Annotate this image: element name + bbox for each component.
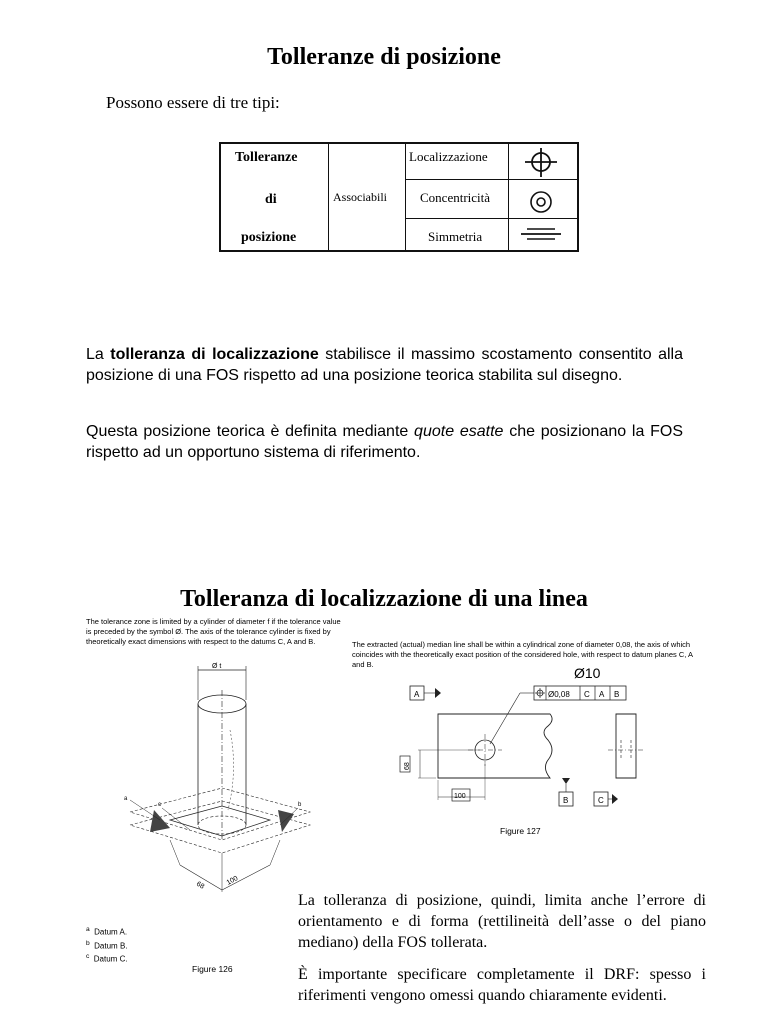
para2-italic: quote esatte — [414, 423, 504, 440]
bottom-paragraph-1: La tolleranza di posizione, quindi, limita anche l’errore di orientamento e di forma (rettilineità dell’asse o del piano mediano) della FOS tollerata. — [298, 892, 706, 951]
datum-item: $^c$ Datum C. — [86, 953, 128, 964]
symmetry-symbol-icon — [521, 229, 561, 239]
fig127-diameter: Ø10 — [574, 665, 601, 681]
figure-127-drawing — [380, 662, 680, 822]
para1-bold: tolleranza di localizzazione — [110, 346, 319, 363]
table-row-concentricita: Concentricità — [420, 190, 491, 205]
para1-text: stabilisce il massimo scostamento consentito alla posizione di una FOS rispetto ad una posizione teorica stabilita sul disegno. — [86, 346, 683, 384]
table-divider — [405, 144, 406, 250]
fcf-datum-b: B — [614, 690, 620, 699]
figure-126-caption: Figure 126 — [192, 964, 233, 974]
table-symbols — [511, 146, 575, 250]
fig126-label-a: a — [124, 796, 128, 802]
concentricity-symbol-icon — [531, 192, 551, 212]
fig126-label-c: c — [158, 802, 161, 808]
fig127-datum-a: A — [414, 690, 420, 699]
figure-127-description: The extracted (actual) median line shall be within a cylindrical zone of diameter 0,08, the axis of which coincides with the theoretically exact position of the considered hole, with respect to datum planes C, A and B. — [352, 640, 693, 669]
paragraph-quote-esatte — [86, 421, 683, 463]
intro-text: Possono essere di tre tipi: — [106, 93, 280, 112]
fig126-dim-68: 68 — [195, 880, 206, 891]
table-associabili: Associabili — [333, 190, 387, 204]
figure-127-caption: Figure 127 — [500, 826, 541, 836]
fig126-label-b: b — [298, 802, 302, 808]
datum-list — [86, 924, 128, 965]
section-title: Tolleranza di localizzazione di una linea — [180, 586, 588, 612]
para1-text: La — [86, 346, 111, 363]
fig127-dim-68: 68 — [404, 762, 411, 770]
fig126-dim-100: 100 — [225, 875, 240, 887]
table-divider — [328, 144, 329, 250]
fig127-datum-b: B — [563, 796, 569, 805]
para2-text: Questa posizione teorica è definita mediante — [86, 423, 415, 440]
para2-text: che posizionano la FOS rispetto ad un opportuno sistema di riferimento. — [86, 423, 683, 461]
fig126-phi-label: Ø t — [212, 663, 222, 670]
paragraph-localizzazione — [86, 344, 683, 386]
fcf-tolerance: Ø0,08 — [548, 690, 570, 699]
datum-item: $^b$ Datum B. — [86, 939, 128, 951]
table-row-localizzazione: Localizzazione — [409, 149, 488, 164]
fcf-datum-c: C — [584, 690, 590, 699]
bottom-paragraph-2: È importante specificare completamente il DRF: spesso i riferimenti vengono omessi quando chiaramente evidenti. — [298, 966, 706, 1004]
fig127-dim-100: 100 — [454, 793, 466, 800]
table-divider — [508, 144, 509, 250]
tolerance-types-table — [219, 142, 579, 252]
fig127-datum-c: C — [598, 796, 604, 805]
fcf-datum-a: A — [599, 690, 605, 699]
table-row-simmetria: Simmetria — [428, 229, 483, 244]
table-label-2: di — [265, 192, 277, 207]
table-label-3: posizione — [241, 230, 297, 245]
figure-126-description: The tolerance zone is limited by a cylinder of diameter f if the tolerance value is preceded by the symbol Ø. The axis of the tolerance cylinder is fixed by theoretically exact dimensions with respect to the datums C, A and B. — [86, 617, 341, 646]
position-symbol-icon — [525, 148, 557, 177]
table-label-1: Tolleranze — [235, 150, 298, 165]
figure-126-drawing — [110, 660, 320, 910]
page-title: Tolleranze di posizione — [267, 44, 501, 70]
datum-item: $^a$ Datum A. — [86, 926, 128, 937]
